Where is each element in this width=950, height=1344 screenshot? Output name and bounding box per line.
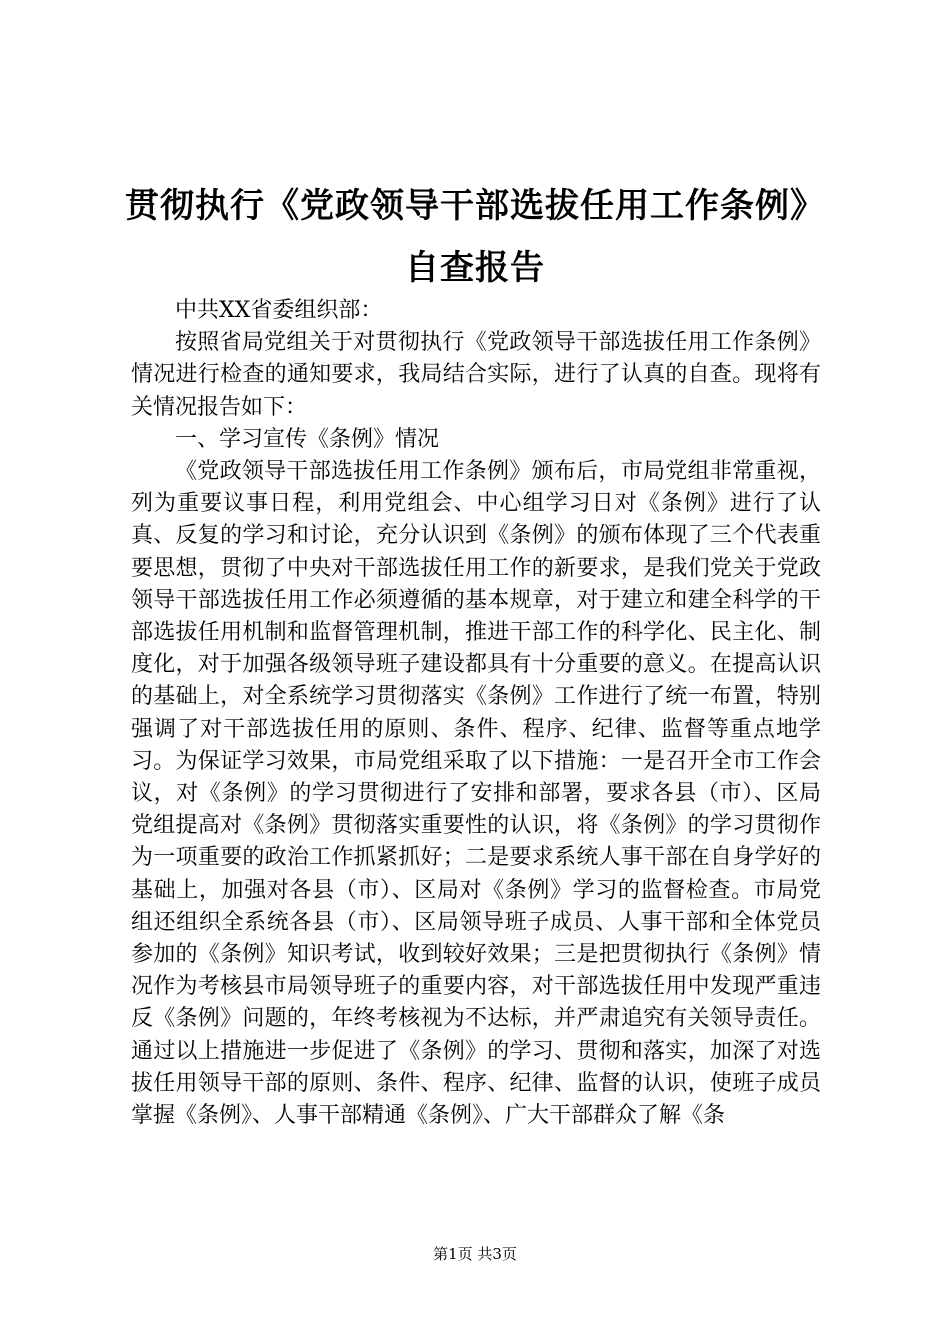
- document-title-line-1: 贯彻执行《党政领导干部选拔任用工作条例》: [125, 186, 825, 226]
- paragraph-body: 《党政领导干部选拔任用工作条例》颁布后，市局党组非常重视，列为重要议事日程，利用党组会、中心组学习日对《条例》进行了认真、反复的学习和讨论，充分认识到《条例》的颁布体现了三个代表重要思想，贯彻了中央对干部选拔任用工作的新要求，是我们党关于党政领导干部选拔任用工作必须遵循的基本规章，对于建立和建全科学的干部选拔任用机制和监督管理机制，推进干部工作的科学化、民主化、制度化，对于加强各级领导班子建设都具有十分重要的意义。在提高认识的基础上，对全系统学习贯彻落实《条例》工作进行了统一布置，特别强调了对干部选拔任用的原则、条件、程序、纪律、监督等重点地学习。为保证学习效果，市局党组采取了以下措施：一是召开全市工作会议，对《条例》的学习贯彻进行了安排和部署，要求各县（市）、区局党组提高对《条例》贯彻落实重要性的认识，将《条例》的学习贯彻作为一项重要的政治工作抓紧抓好；二是要求系统人事干部在自身学好的基础上，加强对各县（市）、区局对《条例》学习的监督检查。市局党组还组织全系统各县（市）、区局领导班子成员、人事干部和全体党员参加的《条例》知识考试，收到较好效果；三是把贯彻执行《条例》情况作为考核县市局领导班子的重要内容，对干部选拔任用中发现严重违反《条例》问题的，年终考核视为不达标，并严肃追究有关领导责任。通过以上措施进一步促进了《条例》的学习、贯彻和落实，加深了对选拔任用领导干部的原则、条件、程序、纪律、监督的认识，使班子成员掌握《条例》、人事干部精通《条例》、广大干部群众了解《条: [131, 459, 821, 1129]
- section-heading: 一、学习宣传《条例》情况: [175, 426, 440, 452]
- document-body: [131, 295, 821, 1132]
- salutation: 中共XX省委组织部：: [175, 298, 383, 323]
- paragraph-intro: 按照省局党组关于对贯彻执行《党政领导干部选拔任用工作条例》情况进行检查的通知要求，我局结合实际，进行了认真的自查。现将有关情况报告如下：: [131, 330, 821, 420]
- page-indicator: 第1页 共3页: [433, 1245, 517, 1263]
- document-title-line-2: 自查报告: [405, 248, 545, 288]
